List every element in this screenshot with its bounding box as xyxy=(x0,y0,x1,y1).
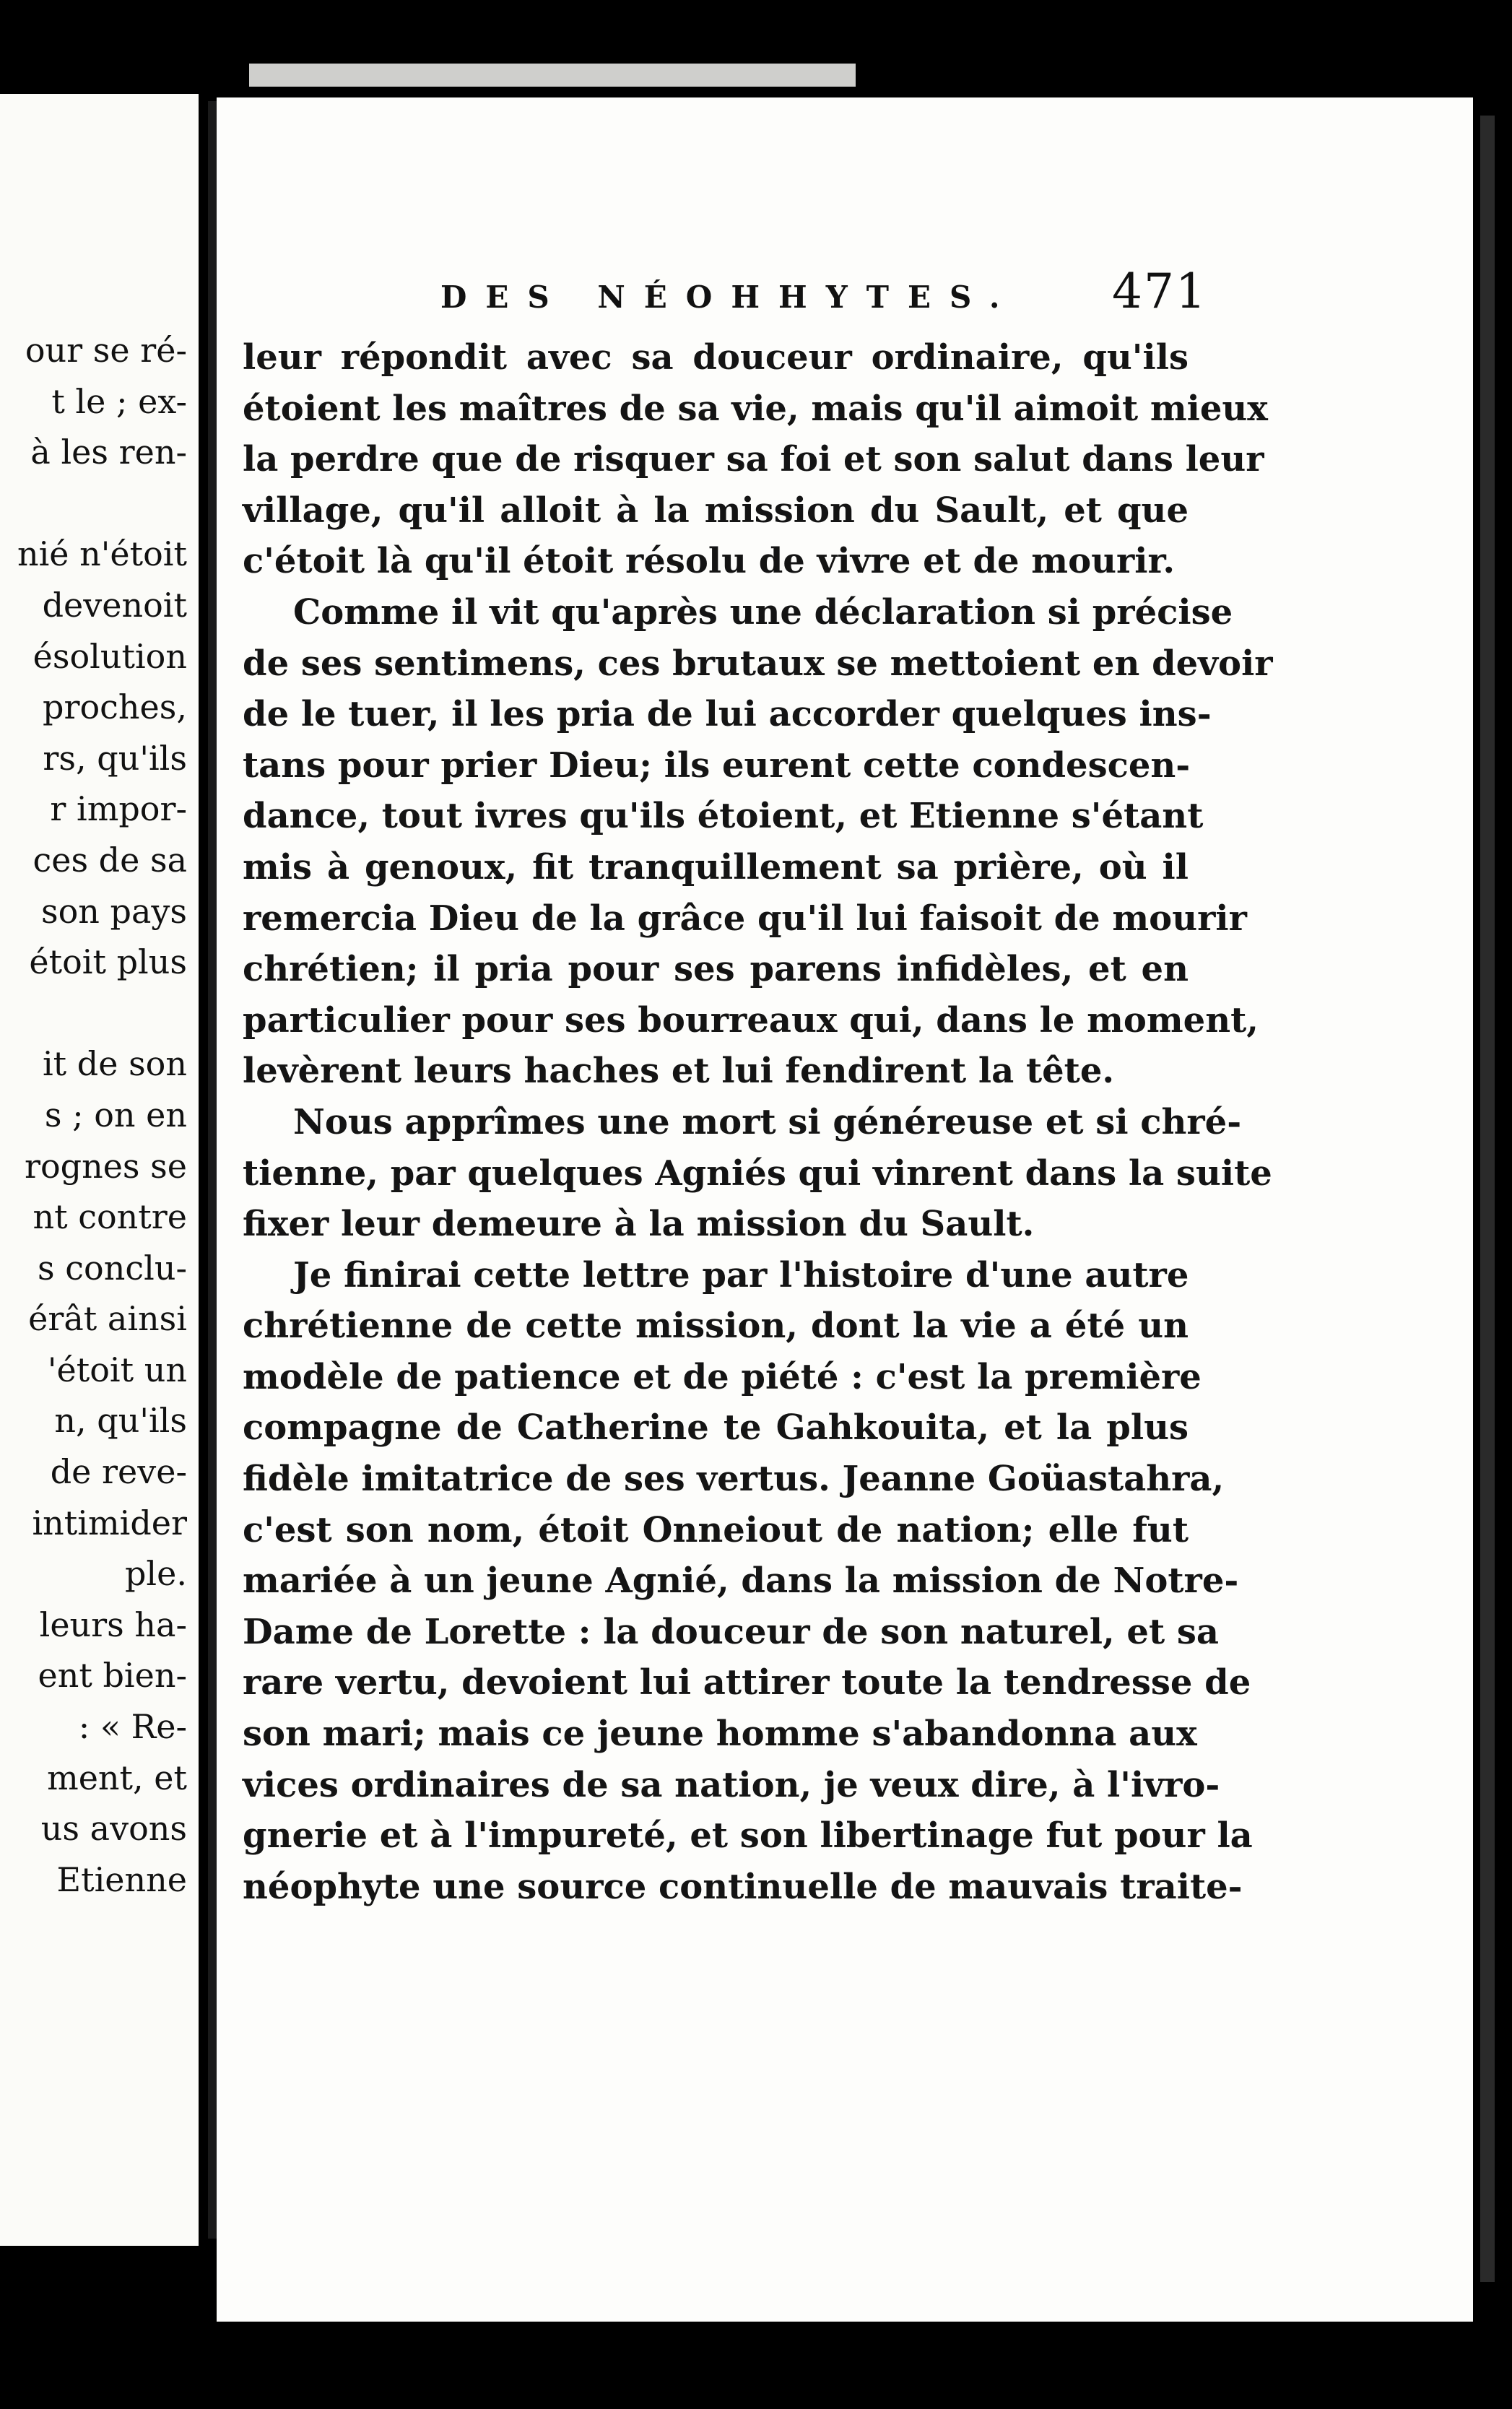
left-line: n, qu'ils xyxy=(54,1401,187,1441)
text-line: mariée à un jeune Agnié, dans la mission de Notre- xyxy=(243,1561,1239,1602)
left-line: it de son xyxy=(42,1044,187,1084)
text-line: dance, tout ivres qu'ils étoient, et Etienne s'étant xyxy=(243,796,1204,837)
left-line: de reve- xyxy=(50,1452,187,1492)
left-line: étoit plus xyxy=(29,942,187,982)
text-line: gnerie et à l'impureté, et son libertinage fut pour la xyxy=(243,1815,1253,1857)
left-line xyxy=(17,988,187,1039)
text-line: Je finirai cette lettre par l'histoire d'une autre xyxy=(293,1254,1189,1295)
running-title: DES NÉOHHYTES. xyxy=(440,279,1019,315)
text-line: de le tuer, il les pria de lui accorder quelques ins- xyxy=(243,694,1212,735)
left-line: our se ré- xyxy=(25,331,187,370)
text-line: tienne, par quelques Agniés qui vinrent dans la suite xyxy=(243,1153,1272,1194)
text-line: modèle de patience et de piété : c'est la première xyxy=(243,1356,1202,1397)
left-line: à les ren- xyxy=(30,433,187,472)
text-line: la perdre que de risquer sa foi et son salut dans leur xyxy=(243,439,1264,480)
left-line: son pays xyxy=(40,891,187,931)
left-line: rognes se xyxy=(24,1146,187,1186)
left-line: devenoit xyxy=(42,585,187,625)
text-line: remercia Dieu de la grâce qu'il lui faisoit de mourir xyxy=(243,898,1247,939)
body-text xyxy=(243,332,1273,1912)
text-line: village, qu'il alloit à la mission du Sault, et que xyxy=(243,490,1189,531)
text-line: son mari; mais ce jeune homme s'abandonna aux xyxy=(243,1714,1197,1755)
left-line: Etienne xyxy=(56,1859,187,1899)
left-line: érât ainsi xyxy=(28,1299,187,1339)
text-line: levèrent leurs haches et lui fendirent la tête. xyxy=(243,1051,1115,1092)
left-line: r impor- xyxy=(50,789,187,829)
page-number: 471 xyxy=(1112,264,1207,319)
text-line: de ses sentimens, ces brutaux se mettoient en devoir xyxy=(243,643,1273,684)
running-head xyxy=(217,264,1473,329)
text-line: vices ordinaires de sa nation, je veux dire, à l'ivro- xyxy=(243,1764,1220,1805)
text-line: Dame de Lorette : la douceur de son naturel, et sa xyxy=(243,1611,1219,1652)
text-line: fixer leur demeure à la mission du Sault. xyxy=(243,1204,1035,1245)
text-line: mis à genoux, fit tranquillement sa prière, où il xyxy=(243,846,1189,887)
text-line: rare vertu, devoient lui attirer toute la tendresse de xyxy=(243,1662,1251,1703)
text-line: c'est son nom, étoit Onneiout de nation; elle fut xyxy=(243,1509,1189,1550)
left-line: nié n'étoit xyxy=(17,534,187,574)
text-line: Comme il vit qu'après une déclaration si précise xyxy=(293,591,1233,633)
left-page-fragment xyxy=(0,94,199,2246)
text-line: c'étoit là qu'il étoit résolu de vivre et de mourir. xyxy=(243,541,1176,582)
left-line: intimider xyxy=(32,1503,187,1542)
left-line: nt contre xyxy=(32,1197,187,1237)
text-line: compagne de Catherine te Gahkouita, et la plus xyxy=(243,1407,1189,1449)
binding-edge-bar xyxy=(249,64,856,87)
left-line: ment, et xyxy=(47,1758,187,1797)
left-line: ces de sa xyxy=(32,840,187,880)
left-line: : « Re- xyxy=(78,1707,187,1747)
text-line: chrétien; il pria pour ses parens infidèles, et en xyxy=(243,949,1189,990)
left-line: s ; on en xyxy=(44,1095,187,1134)
left-line: proches, xyxy=(43,687,187,727)
left-line: s conclu- xyxy=(38,1248,187,1288)
left-line: ent bien- xyxy=(38,1656,187,1696)
main-page xyxy=(217,97,1473,2322)
left-line xyxy=(17,478,187,529)
left-line: ple. xyxy=(124,1554,187,1594)
left-line: 'étoit un xyxy=(47,1350,187,1389)
left-line: leurs ha- xyxy=(39,1605,187,1644)
left-line: ésolution xyxy=(32,636,187,676)
text-line: particulier pour ses bourreaux qui, dans le moment, xyxy=(243,999,1259,1041)
left-page-text xyxy=(17,325,187,1905)
text-line: étoient les maîtres de sa vie, mais qu'il aimoit mieux xyxy=(243,388,1268,429)
left-line: t le ; ex- xyxy=(51,381,187,421)
text-line: leur répondit avec sa douceur ordinaire, qu'ils xyxy=(243,337,1189,378)
text-line: tans pour prier Dieu; ils eurent cette condescen- xyxy=(243,745,1191,786)
left-line: rs, qu'ils xyxy=(43,738,187,778)
left-line: us avons xyxy=(40,1809,187,1849)
page-edge-shadow xyxy=(1480,116,1495,2282)
text-line: fidèle imitatrice de ses vertus. Jeanne Goüastahra, xyxy=(243,1459,1225,1500)
text-line: néophyte une source continuelle de mauvais traite- xyxy=(243,1866,1243,1907)
text-line: Nous apprîmes une mort si généreuse et si chré- xyxy=(293,1101,1242,1142)
text-line: chrétienne de cette mission, dont la vie a été un xyxy=(243,1306,1189,1347)
